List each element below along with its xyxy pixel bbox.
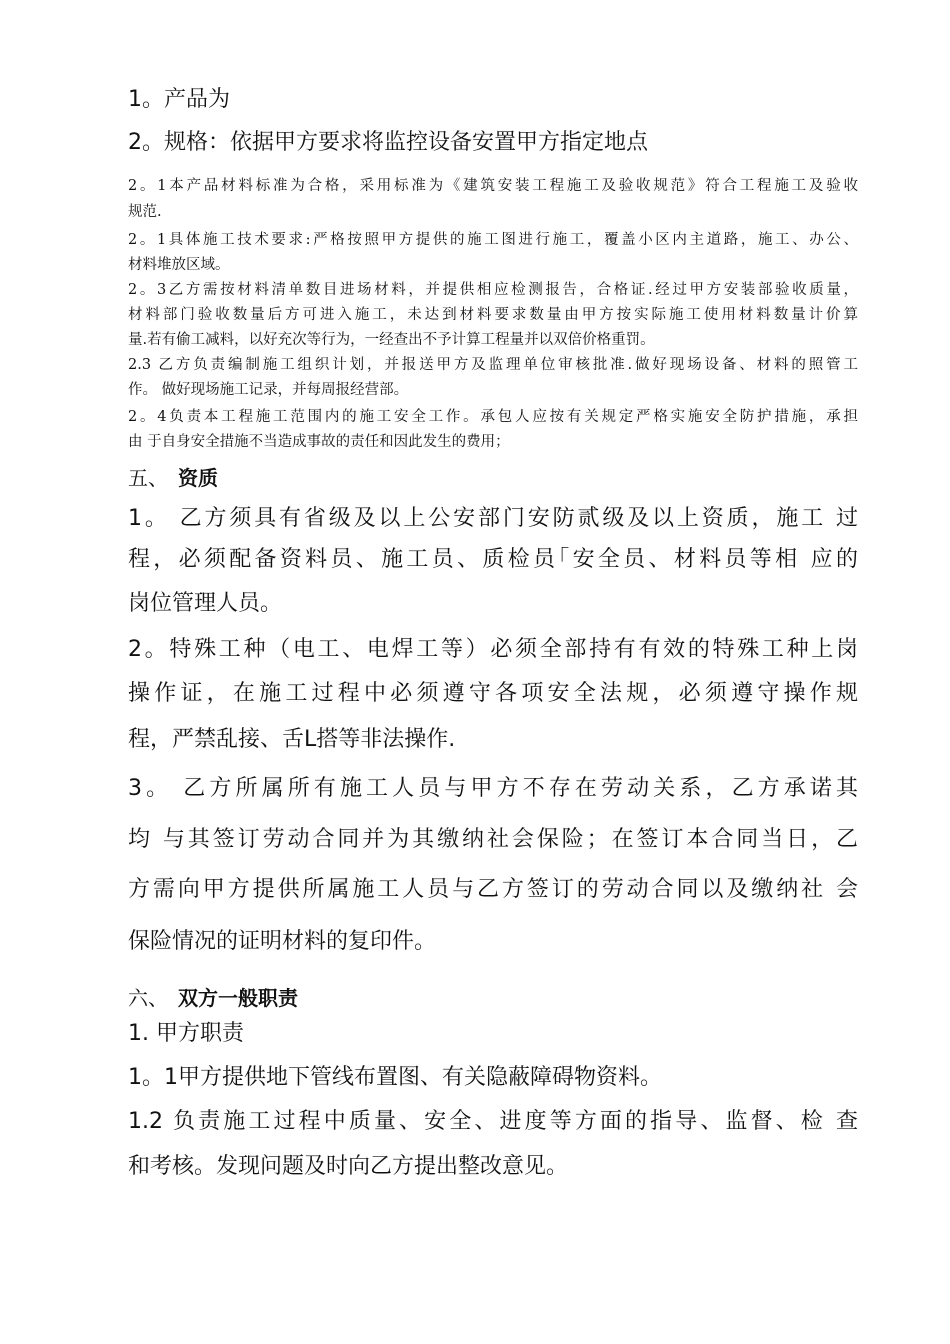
section-heading-5 bbox=[128, 465, 858, 491]
spec-line: 2。规格：依据甲方要求将监控设备安置甲方指定地点 bbox=[128, 130, 648, 155]
section-number: 五、 bbox=[128, 466, 168, 490]
qualification-line: 操作证，在施工过程中必须遵守各项安全法规，必须遵守操作规 bbox=[128, 681, 858, 706]
clause-line: 2.3 乙方负责编制施工组织计划，并报送甲方及监理单位审核批准.做好现场设备、材料的照管工 bbox=[128, 357, 858, 373]
section-number: 六、 bbox=[128, 986, 168, 1010]
section-title: 双方一般职责 bbox=[178, 986, 298, 1010]
qualification-line: 程，必须配备资料员、施工员、质检员｢安全员、材料员等相 应的 bbox=[128, 547, 858, 572]
clause-line: 2。3乙方需按材料清单数目进场材料，并提供相应检测报告，合格证.经过甲方安装部验收质量， bbox=[128, 282, 858, 298]
clause-line: 2。1本产品材料标准为合格，采用标准为《建筑安装工程施工及验收规范》符合工程施工及验收 bbox=[128, 178, 858, 194]
qualification-line: 2。特殊工种（电工、电焊工等）必须全部持有有效的特殊工种上岗 bbox=[128, 637, 858, 662]
clause-line: 量.若有偷工减料，以好充次等行为，一经查出不予计算工程量并以双倍价格重罚。 bbox=[128, 332, 655, 348]
duty-line: 1.2 负责施工过程中质量、安全、进度等方面的指导、监督、检 查 bbox=[128, 1109, 858, 1134]
qualification-line: 均 与其签订劳动合同并为其缴纳社会保险；在签订本合同当日，乙 bbox=[128, 827, 858, 852]
clause-line: 规范. bbox=[128, 204, 162, 220]
clause-line: 2。4负责本工程施工范围内的施工安全工作。承包人应按有关规定严格实施安全防护措施，承担 bbox=[128, 409, 858, 425]
duty-line: 1。1甲方提供地下管线布置图、有关隐蔽障碍物资料。 bbox=[128, 1065, 662, 1090]
section-heading-6 bbox=[128, 985, 858, 1011]
qualification-line: 3。 乙方所属所有施工人员与甲方不存在劳动关系，乙方承诺其 bbox=[128, 776, 858, 801]
product-line: 1。产品为 bbox=[128, 87, 230, 112]
duty-line: 和考核。发现问题及时向乙方提出整改意见。 bbox=[128, 1154, 569, 1179]
qualification-line: 1。 乙方须具有省级及以上公安部门安防贰级及以上资质，施工 过 bbox=[128, 506, 858, 531]
clause-line: 材料堆放区域。 bbox=[128, 257, 230, 273]
clause-line: 材料部门验收数量后方可进入施工，未达到材料要求数量由甲方按实际施工使用材料数量计价算 bbox=[128, 307, 858, 323]
qualification-line: 保险情况的证明材料的复印件。 bbox=[128, 929, 437, 954]
qualification-line: 方需向甲方提供所属施工人员与乙方签订的劳动合同以及缴纳社 会 bbox=[128, 877, 858, 902]
qualification-line: 程，严禁乱接、舌L搭等非法操作. bbox=[128, 727, 456, 752]
qualification-line: 岗位管理人员。 bbox=[128, 591, 283, 616]
duty-line: 1. 甲方职责 bbox=[128, 1021, 244, 1046]
section-title: 资质 bbox=[178, 466, 218, 490]
clause-line: 作。 做好现场施工记录，并每周报经营部。 bbox=[128, 382, 409, 398]
clause-line: 2。1具体施工技术要求:严格按照甲方提供的施工图进行施工，覆盖小区内主道路，施工、办公、 bbox=[128, 232, 858, 248]
clause-line: 由 于自身安全措施不当造成事故的责任和因此发生的费用； bbox=[128, 434, 510, 450]
